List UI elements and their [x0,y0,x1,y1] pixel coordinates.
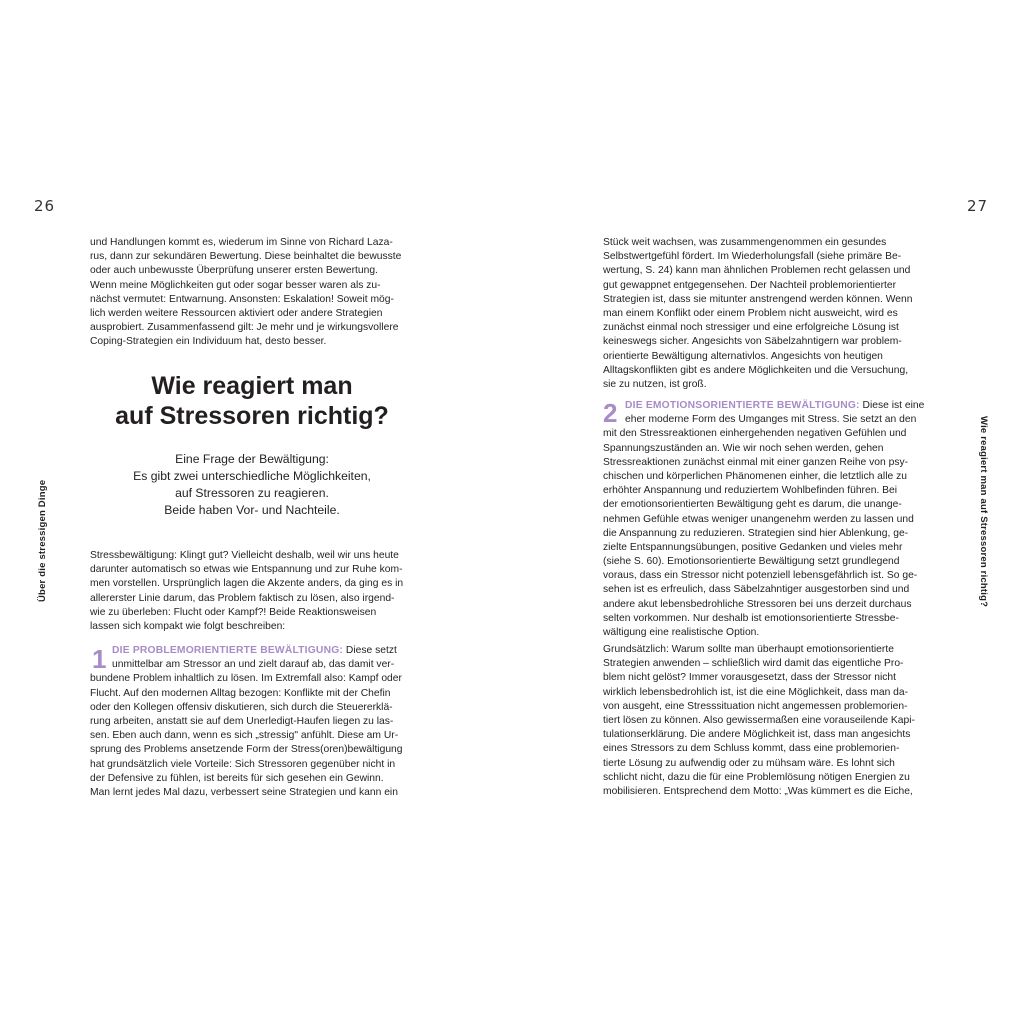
intro-line: auf Stressoren zu reagieren. [175,486,329,500]
text-line: Strategien anwenden – schließlich wird damit das eigentliche Pro- [603,658,904,670]
text-line: mit den Stressreaktionen einhergehenden negativen Gefühlen und [603,428,907,440]
text-line: Selbstwertgefühl fördert. Im Wiederholungsfall (siehe primäre Be- [603,251,902,263]
text-line: lich werden weitere Ressourcen aktiviert oder andere Strategien [90,307,383,319]
text-line: wie zu überleben: Flucht oder Kampf?! Beide Reaktionsweisen [90,606,377,618]
text-line: Wenn meine Möglichkeiten gut oder sogar besser waren als zu- [90,279,381,291]
text-line: sprung des Problems ansetzende Form der Stress(oren)bewältigung [90,744,403,756]
text-line: sie zu nutzen, ist groß. [603,378,707,390]
left-body-paragraph [90,549,419,634]
text-line: und Handlungen kommt es, wiederum im Sinne von Richard Laza- [90,237,393,248]
text-line: zunächst einmal noch stressiger und eine erfolgreiche Lösung ist [603,322,899,334]
text-line: der emotionsorientierten Bewältigung geht es darum, die unange- [603,499,902,511]
side-label-right: Wie reagiert man auf Stressoren richtig? [978,416,989,608]
text-line: Stressreaktionen zunächst einmal mit einer ganzen Reihe von psy- [603,456,909,468]
text-line: selten vorkommen. Nur deshalb ist emotionsorientierte Stressbe- [603,612,899,624]
text-line: voraus, dass ein Stressor nicht potenziell lebensgefährlich ist. So ge- [603,570,918,582]
text-line: Alltagskonflikten gibt es andere Möglichkeiten und die Versuchung, [603,364,909,376]
text-line: Grundsätzlich: Warum sollte man überhaupt emotionsorientierte [603,644,894,655]
text-line [90,644,419,658]
left-top-paragraph [90,236,419,350]
text-line: sen. Eben auch dann, wenn es sich „stressig" anfühlt. Diese am Ur- [90,730,399,742]
section-number-1: 1 [92,644,107,674]
text-line: eher moderne Form des Umganges mit Stress. Sie setzt an den [625,414,917,426]
text-line: lassen sich kompakt wie folgt beschreiben: [90,620,286,632]
text-line: oder den Kollegen offensiv diskutieren, sich durch die Steuererklä- [90,701,393,713]
text-line: erhöhter Anspannung und reduziertem Wohlbefinden führen. Bei [603,485,898,497]
page-number-right: 27 [967,197,989,215]
section-1-keyword: DIE PROBLEMORIENTIERTE BEWÄLTIGUNG: [112,645,344,656]
text-line: Man lernt jedes Mal dazu, verbessert seine Strategien und kann ein [90,786,398,798]
text-line: wirklich lebensbedrohlich ist, ist die eine Möglichkeit, dass man da- [603,686,909,698]
text-line: ausprobiert. Zusammenfassend gilt: Je mehr und je wirkungsvollere [90,322,399,334]
text-line: rus, dann zur sekundären Bewertung. Diese beinhaltet die bewusste [90,251,402,263]
heading-line-2: auf Stressoren richtig? [115,402,389,430]
text-line: chischen und körperlichen Phänomenen einher, die letztlich alle zu [603,470,907,482]
right-bottom-paragraph [603,643,935,799]
text-fragment: Diese setzt [343,645,397,656]
text-line: andere akut lebensbedrohliche Stressoren bei uns derzeit durchaus [603,598,912,610]
text-line: hat grundsätzlich viele Vorteile: Sich Stressoren gegenüber nicht in [90,758,396,770]
text-line [603,399,935,413]
side-label-left: Über die stressigen Dinge [37,479,48,602]
section-2-keyword: DIE EMOTIONSORIENTIERTE BEWÄLTIGUNG: [625,400,860,411]
text-line: sehen ist es erfreulich, dass Säbelzahntiger ausgestorben sind und [603,584,910,596]
intro-line: Es gibt zwei unterschiedliche Möglichkeiten, [133,469,371,483]
text-line: (siehe S. 60). Emotionsorientierte Bewältigung setzt grundlegend [603,556,900,568]
text-line: tierte Lösung zu aufwendig oder zu mühsam wäre. Es lohnt sich [603,757,895,769]
text-line: nächst vermutet: Entwarnung. Ansonsten: Eskalation! Soweit mög- [90,293,394,305]
text-line: mobilisieren. Entsprechend dem Motto: „Was kümmert es die Eiche, [603,785,913,797]
text-line: gut gewappnet entgegensehen. Der Nachteil problemorientierter [603,279,897,291]
text-line: Flucht. Auf den modernen Alltag bezogen: Konflikte mit der Chefin [90,687,391,699]
heading-line-1: Wie reagiert man [151,372,353,400]
text-line: Strategien ist, dass sie mitunter anstrengend werden können. Wenn [603,293,913,305]
text-line: Stressbewältigung: Klingt gut? Vielleicht deshalb, weil wir uns heute [90,550,399,561]
intro-line: Eine Frage der Bewältigung: [175,452,329,466]
text-line: tulationserklärung. Die andere Möglichkeit ist, dass man angesichts [603,729,911,741]
text-line: von ausgeht, eine Stresssituation nicht angemessen problemorien- [603,700,908,712]
text-line: zielte Entspannungsübungen, positive Gedanken und vieles mehr [603,541,903,553]
text-line: schlicht nicht, dazu die für eine Problemlösung nötigen Energien zu [603,771,910,783]
text-line: tiert lösen zu können. Also gewissermaßen eine vorauseilende Kapi- [603,714,915,726]
text-fragment: Diese ist eine [859,400,925,411]
text-line: Stück weit wachsen, was zusammengenommen ein gesundes [603,237,887,248]
text-line: der Defensive zu fühlen, ist bereits für sich gesehen ein Gewinn. [90,772,384,784]
section-2-paragraph [603,399,935,640]
text-line: die Anspannung zu reduzieren. Strategien sind hier Ablenkung, ge- [603,527,909,539]
text-line: oder auch unbewusste Überprüfung unserer ersten Bewertung. [90,265,378,277]
text-line: unmittelbar am Stressor an und zielt darauf ab, das damit ver- [112,659,395,671]
text-line: allererster Linie darum, das Problem faktisch zu lösen, also irgend- [90,592,395,604]
section-heading [84,371,420,431]
text-line: bundene Problem inhaltlich zu lösen. Im Extremfall also: Kampf oder [90,673,402,685]
text-line: keineswegs sicher. Angesichts von Säbelzahntigern war problem- [603,336,902,348]
text-line: eines Stressors zu dem Schluss kommt, dass eine problemorien- [603,743,900,755]
text-line: wältigung eine realistische Option. [603,627,760,638]
text-line: nehmen Gefühle etwas weniger unangenehm werden zu lassen und [603,513,914,525]
text-line: blem nicht gelöst? Immer vorausgesetzt, dass der Stressor nicht [603,672,897,684]
section-1-paragraph [90,644,419,800]
text-line: men vorstellen. Ursprünglich lagen die Akzente anders, da ging es in [90,578,404,590]
intro-line: Beide haben Vor- und Nachteile. [164,503,340,517]
right-top-paragraph [603,236,935,392]
intro-text [84,451,420,519]
text-line: darunter automatisch so etwas wie Entspannung und zur Ruhe kom- [90,564,403,576]
text-line: Spannungszuständen an. Wie wir noch sehen werden, gehen [603,442,884,454]
text-line: rung arbeiten, anstatt sie auf dem Unerledigt-Haufen liegen zu las- [90,715,394,727]
text-line: orientierte Bewältigung alternativlos. Angesichts von heutigen [603,350,883,362]
text-line: Coping-Strategien ein Individuum hat, desto besser. [90,336,327,348]
section-number-2: 2 [603,398,618,428]
text-line: wertung, S. 24) kann man ähnlichen Problemen recht gelassen und [603,265,911,277]
text-line: man einem Konflikt oder einem Problem nicht ausweicht, wird es [603,307,898,319]
page-number-left: 26 [34,197,56,215]
